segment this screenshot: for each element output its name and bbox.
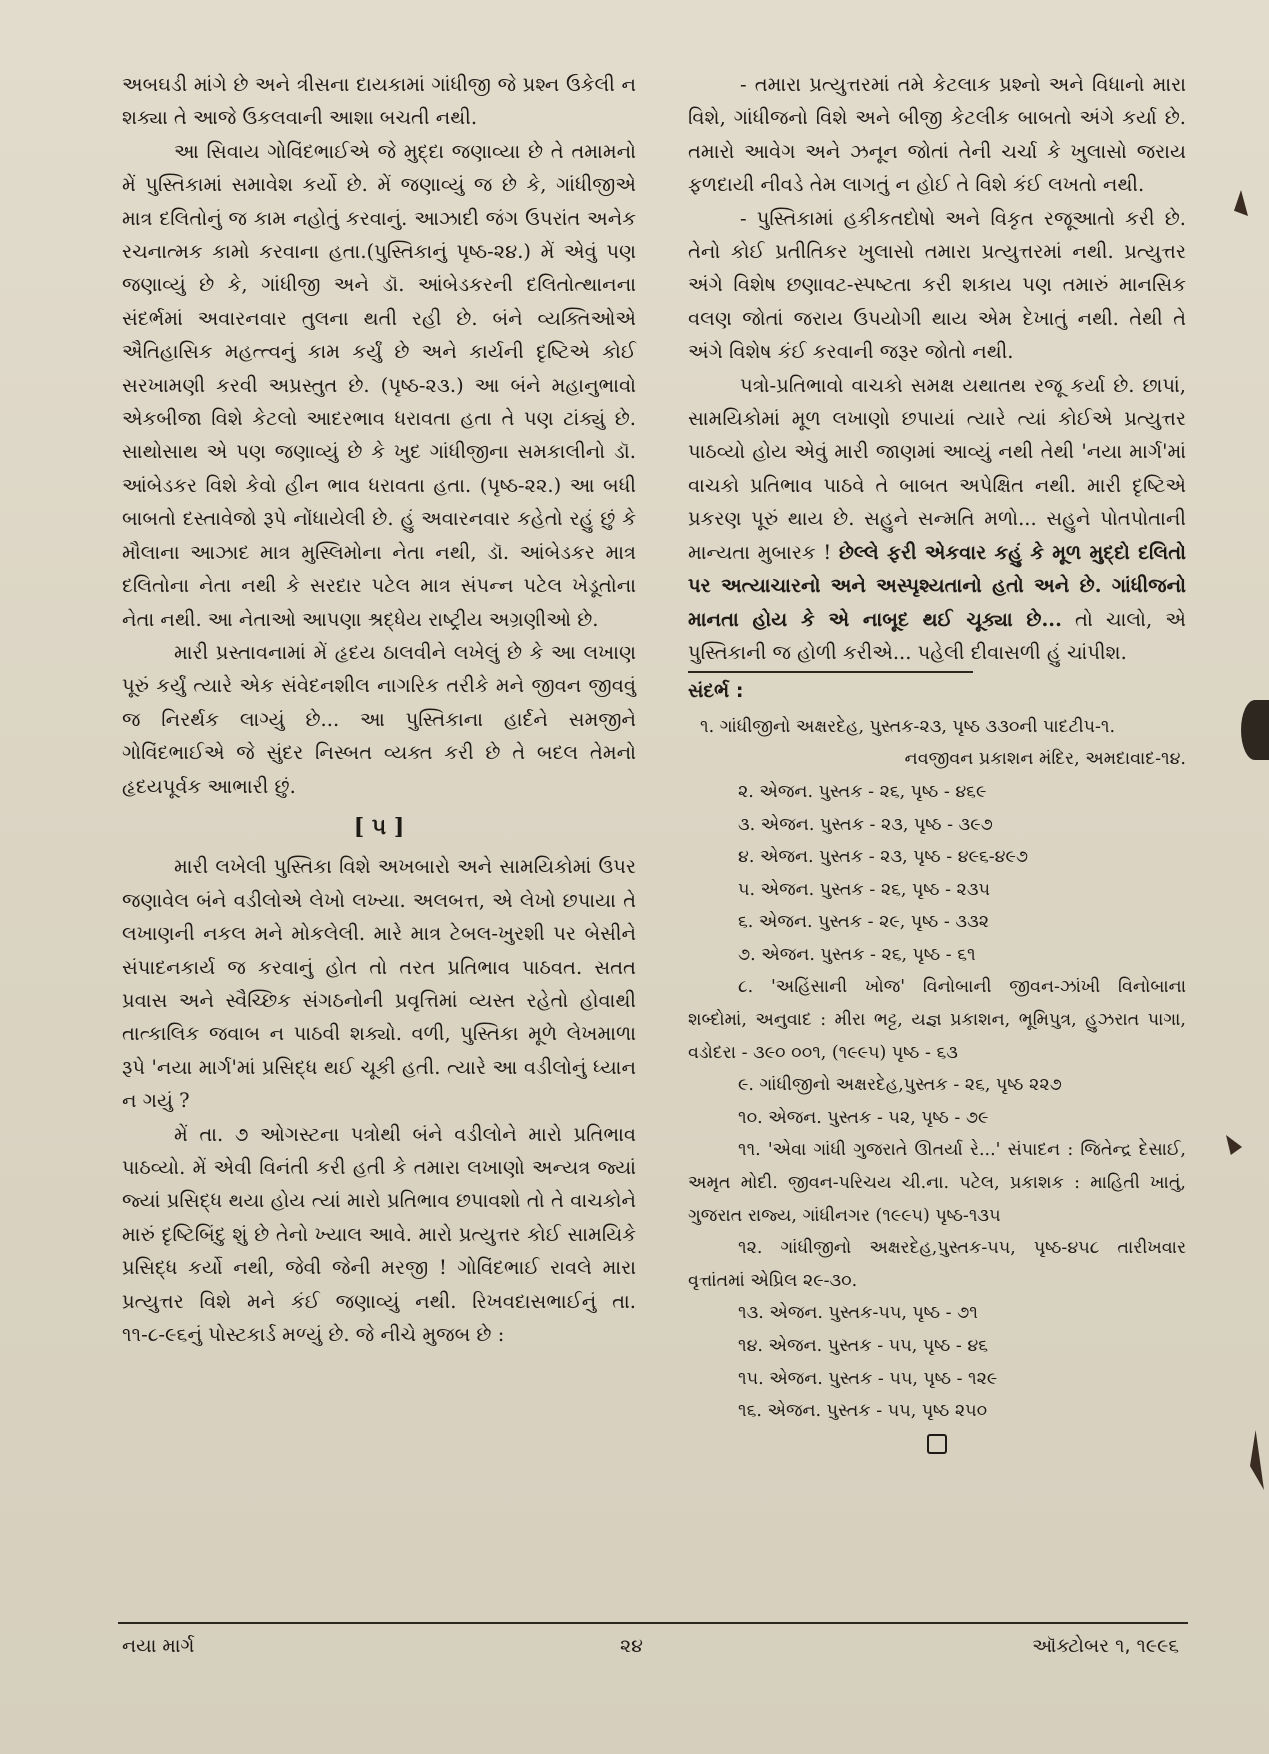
reference-item: ૨. એજન. પુસ્તક - ૨૬, પૃષ્ઠ - ૪૬૯ xyxy=(738,781,987,802)
reference-item-continued: નવજીવન પ્રકાશન મંદિર, અમદાવાદ-૧૪. xyxy=(904,749,1186,770)
section-heading: [ ૫ ] xyxy=(353,813,405,840)
left-paragraph-3: મારી પ્રસ્તાવનામાં મેં હૃદય ઠાલવીને લખેલું છે કે આ લખાણ પૂરું કર્યું ત્યારે એક સંવેદનશીલ નાગરિક તરીકે મને જીવન જીવવું જ નિરર્થક લાગ્યું છે... આ પુસ્તિકાના હાર્દને સમજીને ગોવિંદભાઈએ જે સુંદર નિસ્બત વ્યક્ત કરી છે તે બદલ તેમનો હૃદયપૂર્વક આભારી છું. xyxy=(122,640,636,798)
reference-item: ૬. એજન. પુસ્તક - ૨૯, પૃષ્ઠ - ૩૩૨ xyxy=(738,912,989,933)
right-paragraph-3 xyxy=(688,369,1186,670)
reference-item: ૧૬. એજન. પુસ્તક - ૫૫, પૃષ્ઠ ૨૫૦ xyxy=(738,1401,988,1422)
paper-edge-damage xyxy=(1241,700,1269,760)
reference-item: ૪. એજન. પુસ્તક - ૨૩, પૃષ્ઠ - ૪૯૬-૪૯૭ xyxy=(738,847,1029,868)
closing-text: પત્રો-પ્રતિભાવો વાચકો સમક્ષ યથાતથ રજૂ કર્યા છે. છાપાં, સામયિકોમાં મૂળ લખાણો છપાયાં ત્યારે ત્યાં કોઈએ પ્રત્યુત્તર પાઠવ્યો હોય એવું મારી જાણમાં આવ્યું નથી તેથી 'નયા માર્ગ'માં વાચકો પ્રતિભાવ પાઠવે તે બાબત અપેક્ષિત નથી. મારી દૃષ્ટિએ પ્રકરણ પૂરું થાય છે. સહુને સન્મતિ મળો... સહુને પોતપોતાની માન્યતા મુબારક ! xyxy=(688,373,1186,564)
footer-divider xyxy=(118,1622,1188,1624)
reference-item: ૩. એજન. પુસ્તક - ૨૩, પૃષ્ઠ - ૩૯૭ xyxy=(738,814,993,835)
references-title: સંદર્ભ : xyxy=(688,680,744,703)
footer-issue-date: ઑક્ટોબર ૧, ૧૯૯૬ xyxy=(1032,1635,1179,1657)
right-column xyxy=(688,68,1186,1454)
right-paragraph-2: - પુસ્તિકામાં હકીકતદોષો અને વિકૃત રજૂઆતો કરી છે. તેનો કોઈ પ્રતીતિકર ખુલાસો તમારા પ્રત્યુત્તરમાં નથી. પ્રત્યુત્તર અંગે વિશેષ છણાવટ-સ્પષ્ટતા કરી શકાય પણ તમારું માનસિક વલણ જોતાં જરાય ઉપયોગી થાય એમ દેખાતું નથી. તેથી તે અંગે વિશેષ કંઈ કરવાની જરૂર જોતો નથી. xyxy=(688,206,1186,364)
references-divider xyxy=(688,671,973,673)
end-of-article-square-icon xyxy=(927,1434,947,1454)
right-paragraph-1: - તમારા પ્રત્યુત્તરમાં તમે કેટલાક પ્રશ્નો અને વિધાનો મારા વિશે, ગાંધીજનો વિશે અને બીજી કેટલીક બાબતો અંગે કર્યા છે. તમારો આવેગ અને ઝનૂન જોતાં તેની ચર્ચા કે ખુલાસો જરાય ફળદાયી નીવડે તેમ લાગતું ન હોઈ તે વિશે કંઈ લખતો નથી. xyxy=(688,73,1186,197)
paper-tear-mark xyxy=(1234,190,1248,216)
reference-item: ૯. ગાંધીજીનો અક્ષરદેહ,પુસ્તક - ૨૬, પૃષ્ઠ ૨૨૭ xyxy=(738,1075,1062,1096)
reference-item: ૮. 'અહિંસાની ખોજ' વિનોબાની જીવન-ઝાંખી વિનોબાના શબ્દોમાં, અનુવાદ : મીરા ભટ્ટ, યજ્ઞ પ્રકાશન, ભૂમિપુત્ર, હુઝરાત પાગા, વડોદરા - ૩૯૦ ૦૦૧, (૧૯૯૫) પૃષ્ઠ - ૬૩ xyxy=(688,977,1186,1063)
left-column xyxy=(122,68,636,1351)
reference-item: ૧. ગાંધીજીનો અક્ષરદેહ, પુસ્તક-૨૩, પૃષ્ઠ ૩૩૦ની પાદટીપ-૧. xyxy=(700,716,1116,737)
reference-item: ૧૫. એજન. પુસ્તક - ૫૫, પૃષ્ઠ - ૧૨૯ xyxy=(738,1368,998,1389)
paper-tear-mark xyxy=(1250,1430,1264,1490)
left-paragraph-1: અબઘડી માંગે છે અને ત્રીસના દાયકામાં ગાંધીજી જે પ્રશ્ન ઉકેલી ન શક્યા તે આજે ઉકલવાની આશા બચતી નથી. xyxy=(122,73,636,130)
reference-item: ૫. એજન. પુસ્તક - ૨૬, પૃષ્ઠ - ૨૩૫ xyxy=(738,879,990,900)
closing-end: તો ચાલો, એ પુસ્તિકાની જ હોળી કરીએ... પહેલી દીવાસળી હું ચાંપીશ. xyxy=(688,607,1186,664)
footer-page-number: ૨૪ xyxy=(620,1635,643,1657)
paper-tear-mark xyxy=(1226,1135,1242,1155)
left-paragraph-4: મારી લખેલી પુસ્તિકા વિશે અખબારો અને સામયિકોમાં ઉપર જણાવેલ બંને વડીલોએ લેખો લખ્યા. અલબત્ત, એ લેખો છપાયા તે લખાણની નકલ મને મોકલેલી. મારે માત્ર ટેબલ-ખુરશી પર બેસીને સંપાદનકાર્ય જ કરવાનું હોત તો તરત પ્રતિભાવ પાઠવત. સતત પ્રવાસ અને સ્વૈચ્છિક સંગઠનોની પ્રવૃત્તિમાં વ્યસ્ત રહેતો હોવાથી તાત્કાલિક જવાબ ન પાઠવી શક્યો. વળી, પુસ્તિકા મૂળે લેખમાળા રૂપે 'નયા માર્ગ'માં પ્રસિદ્ધ થઈ ચૂકી હતી. ત્યારે આ વડીલોનું ધ્યાન ન ગયું ? xyxy=(122,855,636,1113)
reference-item: ૧૪. એજન. પુસ્તક - ૫૫, પૃષ્ઠ - ૪૬ xyxy=(738,1336,989,1356)
left-paragraph-2: આ સિવાય ગોવિંદભાઈએ જે મુદ્દા જણાવ્યા છે તે તમામનો મેં પુસ્તિકામાં સમાવેશ કર્યો છે. મેં જણાવ્યું જ છે કે, ગાંધીજીએ માત્ર દલિતોનું જ કામ નહોતું કરવાનું. આઝાદી જંગ ઉપરાંત અનેક રચનાત્મક કામો કરવાના હતા.(પુસ્તિકાનું પૃષ્ઠ-૨૪.) મેં એવું પણ જણાવ્યું છે કે, ગાંધીજી અને ડૉ. આંબેડકરની દલિતોત્થાનના સંદર્ભમાં અવારનવાર તુલના થતી રહી છે. બંને વ્યક્તિઓએ ઐતિહાસિક મહત્ત્વનું કામ કર્યું છે અને કાર્યની દૃષ્ટિએ કોઈ સરખામણી કરવી અપ્રસ્તુત છે. (પૃષ્ઠ-૨૩.) આ બંને મહાનુભાવો એકબીજા વિશે કેટલો આદરભાવ ધરાવતા હતા તે પણ ટાંક્યું છે. સાથોસાથ એ પણ જણાવ્યું છે કે ખુદ ગાંધીજીના સમકાલીનો ડૉ. આંબેડકર વિશે કેવો હીન ભાવ ધરાવતા હતા. (પૃષ્ઠ-૨૨.) આ બધી બાબતો દસ્તાવેજો રૂપે નોંધાયેલી છે. હું અવારનવાર કહેતો રહું છું કે મૌલાના આઝાદ માત્ર મુસ્લિમોના નેતા નથી, ડૉ. આંબેડકર માત્ર દલિતોના નેતા નથી કે સરદાર પટેલ માત્ર સંપન્ન પટેલ ખેડૂતોના નેતા નથી. આ નેતાઓ આપણા શ્રદ્ધેય રાષ્ટ્રીય અગ્રણીઓ છે. xyxy=(122,139,636,631)
footer-magazine-name: નયા માર્ગ xyxy=(122,1635,195,1657)
references-list xyxy=(688,711,1186,1428)
closing-emphasis: છેલ્લે ફરી એકવાર કહું કે મૂળ મુદ્દો દલિતો પર અત્યાચારનો અને અસ્પૃશ્યતાનો હતો અને છે. ગાંધીજનો માનતા હોય કે એ નાબૂદ થઈ ચૂક્યા છે... xyxy=(688,540,1187,631)
left-paragraph-5: મેં તા. ૭ ઓગસ્ટના પત્રોથી બંને વડીલોને મારો પ્રતિભાવ પાઠવ્યો. મેં એવી વિનંતી કરી હતી કે તમારા લખાણો અન્યત્ર જ્યાં જ્યાં પ્રસિદ્ધ થયા હોય ત્યાં મારો પ્રતિભાવ છપાવશો તો તે વાચકોને મારું દૃષ્ટિબિંદુ શું છે તેનો ખ્યાલ આવે. મારો પ્રત્યુત્તર કોઈ સામયિકે પ્રસિદ્ધ કર્યો નથી, જેવી જેની મરજી ! ગોવિંદભાઈ રાવલે મારા પ્રત્યુત્તર વિશે મને કંઈ જણાવ્યું નથી. રિખવદાસભાઈનું તા. ૧૧-૮-૯૬નું પોસ્ટકાર્ડ મળ્યું છે. જે નીચે મુજબ છે : xyxy=(122,1122,636,1347)
reference-item: ૧૦. એજન. પુસ્તક - ૫૨, પૃષ્ઠ - ૭૯ xyxy=(738,1107,989,1128)
reference-item: ૧૩. એજન. પુસ્તક-૫૫, પૃષ્ઠ - ૭૧ xyxy=(738,1303,978,1324)
reference-item: ૧૧. 'એવા ગાંધી ગુજરાતે ઊતર્યા રે...' સંપાદન : જિતેન્દ્ર દેસાઈ, અમૃત મોદી. જીવન-પરિચય ચી.ના. પટેલ, પ્રકાશક : માહિતી ખાતું, ગુજરાત રાજ્ય, ગાંધીનગર (૧૯૯૫) પૃષ્ઠ-૧૩૫ xyxy=(688,1140,1186,1226)
reference-item: ૧૨. ગાંધીજીનો અક્ષરદેહ,પુસ્તક-૫૫, પૃષ્ઠ-૪૫૮ તારીખવાર વૃત્તાંતમાં એપ્રિલ ૨૯-૩૦. xyxy=(688,1238,1186,1291)
reference-item: ૭. એજન. પુસ્તક - ૨૬, પૃષ્ઠ - ૬૧ xyxy=(738,944,976,965)
